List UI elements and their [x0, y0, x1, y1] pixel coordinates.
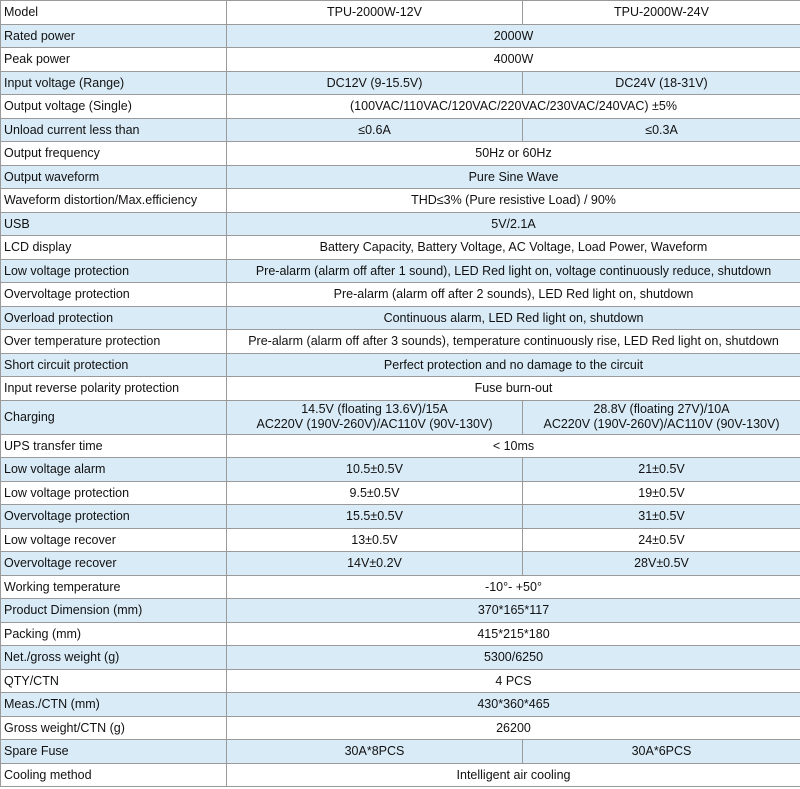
spec-row: [1, 95, 800, 119]
spec-value-12v: TPU-2000W-12V: [227, 1, 523, 25]
spec-row: [1, 71, 800, 95]
spec-value: 4000W: [227, 48, 800, 72]
spec-value: Pre-alarm (alarm off after 2 sounds), LED Red light on, shutdown: [227, 283, 800, 307]
spec-value: (100VAC/110VAC/120VAC/220VAC/230VAC/240VAC) ±5%: [227, 95, 800, 119]
spec-value: 415*215*180: [227, 622, 800, 646]
spec-label: Charging: [1, 400, 227, 434]
spec-value: 26200: [227, 716, 800, 740]
spec-label: Net./gross weight (g): [1, 646, 227, 670]
spec-label: Output waveform: [1, 165, 227, 189]
spec-label: QTY/CTN: [1, 669, 227, 693]
spec-label: Overvoltage recover: [1, 552, 227, 576]
spec-value: Fuse burn-out: [227, 377, 800, 401]
spec-label: Short circuit protection: [1, 353, 227, 377]
spec-value-12v: 10.5±0.5V: [227, 458, 523, 482]
spec-value-12v: 13±0.5V: [227, 528, 523, 552]
spec-label: Output voltage (Single): [1, 95, 227, 119]
spec-row: [1, 669, 800, 693]
spec-value-12v: 14V±0.2V: [227, 552, 523, 576]
spec-value: 4 PCS: [227, 669, 800, 693]
spec-label: Gross weight/CTN (g): [1, 716, 227, 740]
spec-label: Model: [1, 1, 227, 25]
spec-value-24v: 21±0.5V: [523, 458, 800, 482]
spec-label: Packing (mm): [1, 622, 227, 646]
spec-value-24v: TPU-2000W-24V: [523, 1, 800, 25]
spec-row: [1, 330, 800, 354]
spec-row: [1, 693, 800, 717]
spec-value: Intelligent air cooling: [227, 763, 800, 787]
spec-row: [1, 377, 800, 401]
spec-value: 50Hz or 60Hz: [227, 142, 800, 166]
spec-label: Unload current less than: [1, 118, 227, 142]
spec-row: [1, 189, 800, 213]
spec-value-24v: 30A*6PCS: [523, 740, 800, 764]
spec-row: [1, 505, 800, 529]
spec-row: [1, 48, 800, 72]
spec-value-12v: 14.5V (floating 13.6V)/15A AC220V (190V-260V)/AC110V (90V-130V): [227, 400, 523, 434]
spec-value: Pure Sine Wave: [227, 165, 800, 189]
spec-row: [1, 740, 800, 764]
spec-label: Over temperature protection: [1, 330, 227, 354]
spec-value-24v: 28.8V (floating 27V)/10A AC220V (190V-260V)/AC110V (90V-130V): [523, 400, 800, 434]
spec-label: LCD display: [1, 236, 227, 260]
spec-label: Meas./CTN (mm): [1, 693, 227, 717]
spec-value-12v: ≤0.6A: [227, 118, 523, 142]
spec-label: UPS transfer time: [1, 434, 227, 458]
spec-value: -10°- +50°: [227, 575, 800, 599]
spec-row: [1, 165, 800, 189]
spec-label: Low voltage alarm: [1, 458, 227, 482]
spec-row: [1, 1, 800, 25]
spec-value: 2000W: [227, 24, 800, 48]
spec-row: [1, 763, 800, 787]
spec-value: Continuous alarm, LED Red light on, shutdown: [227, 306, 800, 330]
spec-value-24v: 19±0.5V: [523, 481, 800, 505]
spec-row: [1, 118, 800, 142]
spec-row: [1, 646, 800, 670]
spec-row: [1, 458, 800, 482]
spec-row: [1, 434, 800, 458]
spec-label: Overvoltage protection: [1, 505, 227, 529]
spec-value-12v: DC12V (9-15.5V): [227, 71, 523, 95]
spec-value: Battery Capacity, Battery Voltage, AC Voltage, Load Power, Waveform: [227, 236, 800, 260]
spec-row: [1, 24, 800, 48]
spec-value-24v: 28V±0.5V: [523, 552, 800, 576]
spec-row: [1, 212, 800, 236]
spec-label: Rated power: [1, 24, 227, 48]
spec-label: USB: [1, 212, 227, 236]
spec-value-12v: 9.5±0.5V: [227, 481, 523, 505]
spec-value-12v: 30A*8PCS: [227, 740, 523, 764]
spec-row: [1, 306, 800, 330]
spec-value-24v: DC24V (18-31V): [523, 71, 800, 95]
spec-label: Output frequency: [1, 142, 227, 166]
spec-row: [1, 599, 800, 623]
spec-row: [1, 259, 800, 283]
spec-label: Low voltage recover: [1, 528, 227, 552]
spec-value: 370*165*117: [227, 599, 800, 623]
spec-label: Overload protection: [1, 306, 227, 330]
spec-label: Low voltage protection: [1, 481, 227, 505]
spec-value: Perfect protection and no damage to the circuit: [227, 353, 800, 377]
spec-value: Pre-alarm (alarm off after 1 sound), LED Red light on, voltage continuously reduce, shutdown: [227, 259, 800, 283]
spec-value-12v: 15.5±0.5V: [227, 505, 523, 529]
spec-label: Overvoltage protection: [1, 283, 227, 307]
spec-label: Input reverse polarity protection: [1, 377, 227, 401]
spec-row: [1, 142, 800, 166]
spec-value: 5V/2.1A: [227, 212, 800, 236]
spec-label: Waveform distortion/Max.efficiency: [1, 189, 227, 213]
spec-row: [1, 716, 800, 740]
spec-label: Working temperature: [1, 575, 227, 599]
spec-row: [1, 552, 800, 576]
spec-row: [1, 283, 800, 307]
spec-row: [1, 400, 800, 434]
spec-label: Product Dimension (mm): [1, 599, 227, 623]
spec-value: 430*360*465: [227, 693, 800, 717]
spec-value-24v: 31±0.5V: [523, 505, 800, 529]
spec-table-body: [1, 1, 800, 787]
spec-value: Pre-alarm (alarm off after 3 sounds), temperature continuously rise, LED Red light on, shutdown: [227, 330, 800, 354]
spec-row: [1, 622, 800, 646]
spec-value: THD≤3% (Pure resistive Load) / 90%: [227, 189, 800, 213]
spec-label: Cooling method: [1, 763, 227, 787]
spec-row: [1, 528, 800, 552]
spec-label: Low voltage protection: [1, 259, 227, 283]
spec-value: < 10ms: [227, 434, 800, 458]
spec-value-24v: ≤0.3A: [523, 118, 800, 142]
spec-label: Spare Fuse: [1, 740, 227, 764]
spec-row: [1, 575, 800, 599]
spec-label: Peak power: [1, 48, 227, 72]
spec-row: [1, 481, 800, 505]
spec-row: [1, 236, 800, 260]
spec-value: 5300/6250: [227, 646, 800, 670]
spec-row: [1, 353, 800, 377]
spec-label: Input voltage (Range): [1, 71, 227, 95]
spec-value-24v: 24±0.5V: [523, 528, 800, 552]
